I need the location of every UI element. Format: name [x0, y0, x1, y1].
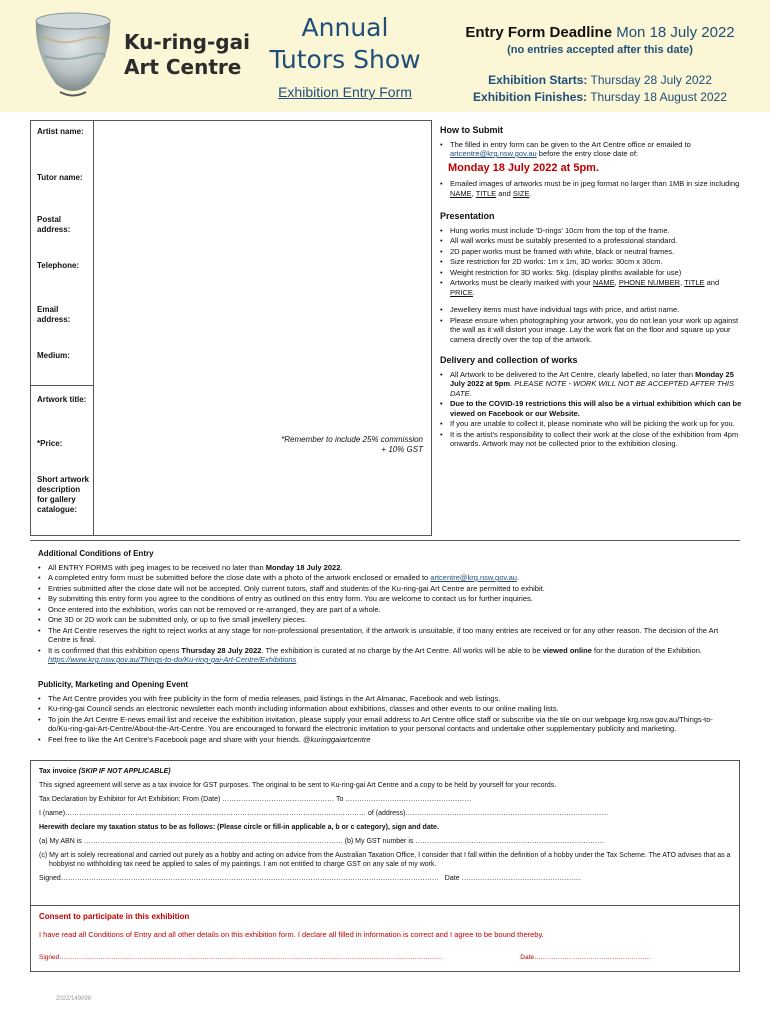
text: . [529, 188, 532, 198]
list-item: • Entries submitted after the close date will not be accepted. Only current tutors, staff and students of the Ku-ring-gai Art Centre are permitted to exhibit. [38, 584, 732, 594]
text: Feel free to like the Art Centre's Facebook page and share with your friends. [48, 734, 303, 744]
text: for the duration of the Exhibition. [591, 645, 702, 655]
organisation-name-line2: Art Centre [124, 55, 242, 79]
description-input[interactable] [93, 465, 431, 535]
list-item: • Weight restriction for 3D works: 5kg. (display plinths available for use) [440, 268, 745, 278]
artwork-title-label: Artwork title: [37, 395, 87, 404]
email-link[interactable]: artcentre@krg.nsw.gov.au [450, 149, 537, 158]
finishes-label: Exhibition Finishes: [473, 90, 588, 104]
text: A completed entry form must be submitted before the close date with a photo of the artwork enclosed or emailed to [48, 573, 431, 582]
text: Emailed images of artworks must be in jpeg format no larger than 1MB in size including [450, 179, 740, 188]
tax-declaration-dates[interactable]: Tax Declaration by Exhibitor for Art Exhibition: From (Date) ………………………………………… To ……………………………………………… [39, 796, 472, 803]
medium-input[interactable] [93, 343, 431, 385]
deadline-heading [440, 24, 760, 41]
text: It is confirmed that this exhibition opens [48, 645, 182, 655]
exhibitions-link[interactable]: https://www.krg.nsw.gov.au/Things-to-do/Ku-ring-gai-Art-Centre/Exhibitions [48, 655, 297, 664]
delivery-list [440, 370, 745, 449]
list-item: • By submitting this entry form you agree to the conditions of entry as outlined on this entry form. You are welcome to contact us for further inquiries. [38, 594, 732, 604]
postal-address-input[interactable] [93, 209, 431, 253]
list-item: • 2D paper works must be framed with white, black or neutral frames. [440, 247, 745, 257]
list-item: • If you are unable to collect it, please nominate who will be picking the work up for you. [440, 419, 745, 429]
email-address-input[interactable] [93, 297, 431, 343]
tax-name-address[interactable]: I (name)………………………………………………………………………………………………………………… of (address)…………………………………………………………………………… [39, 810, 609, 817]
tutor-name-input[interactable] [93, 167, 431, 209]
text: Tax invoice [39, 768, 79, 775]
no-entries-note: (no entries accepted after this date) [507, 44, 693, 56]
text: All ENTRY FORMS with jpeg images to be received no later than [48, 562, 266, 572]
commission-note-line1: *Remember to include 25% commission [281, 435, 423, 444]
text: Monday 25 July 2022 at 5pm [450, 369, 734, 388]
text: Artworks must be clearly marked with your [450, 278, 593, 287]
list-item: • To join the Art Centre E-news email list and receive the exhibition invitation, please supply your email address to Art Centre office staff or subscribe via the tile on our webpage krg.nsw.gov.au/Things-to-do/Ku-ring-gai-Art-Centre/About-the-Art-Centre. You are encouraged to forward the electronic invitation to your personal contacts and undertake other supplementary publicity and marketing. [38, 715, 732, 734]
organisation-name [124, 30, 254, 80]
text: Monday 18 July 2022 [265, 562, 341, 572]
list-item: • Size restriction for 2D works: 1m x 1m, 3D works: 30cm x 30cm. [440, 257, 745, 267]
text: All Artwork to be delivered to the Art Centre, clearly labelled, no later than [450, 369, 696, 379]
starts-label: Exhibition Starts: [488, 73, 588, 87]
tax-signed-field[interactable]: Signed……………………………………………………………………………………………………………………………………………… [39, 875, 439, 882]
tax-signature-row [39, 874, 731, 883]
text: . [340, 562, 343, 572]
consent-title: Consent to participate in this exhibition [39, 912, 190, 921]
list-item: • It is the artist's responsibility to collect their work at the close of the exhibition from 4pm onwards. Artwork may not be collected prior to the exhibition closing. [440, 430, 745, 449]
text: (SKIP IF NOT APPLICABLE) [78, 768, 171, 775]
publicity-list [38, 694, 732, 745]
text: . [510, 379, 515, 388]
text: The filled in entry form can be given to the Art Centre office or emailed to [450, 139, 691, 149]
conditions-section [30, 540, 740, 672]
show-title-line1: Annual [301, 13, 389, 42]
presentation-extra-list [440, 305, 745, 344]
consent-signed-field[interactable]: Signed…………………………………………………………………………………………………………………………………………………………… [39, 954, 443, 961]
artwork-title-field [31, 385, 431, 429]
text: PRICE [450, 287, 473, 297]
consent-signature-row [39, 953, 731, 963]
consent-section [30, 906, 740, 972]
exhibition-finishes [440, 90, 760, 104]
list-item: • The Art Centre provides you with free publicity in the form of media releases, paid listings in the Art Almanac, Facebook and web listings. [38, 694, 732, 704]
list-item: • The Art Centre reserves the right to reject works at any stage for non-professional presentation, if the artwork is unsuitable, if too many entries are received or for any other reason. The decision of the Art Centre is final. [38, 626, 732, 645]
postal-address-label: Postal address: [37, 215, 71, 234]
list-item: • Please ensure when photographing your artwork, you do not lean your work up against the wall as it will distort your image. Lay the work flat on the floor and square up your camera directly over the top of the artwork. [440, 316, 745, 345]
telephone-label: Telephone: [37, 261, 80, 270]
organisation-name-line1: Ku-ring-gai [124, 30, 250, 54]
list-item [440, 140, 745, 159]
list-item [38, 573, 732, 583]
show-title [255, 12, 435, 76]
email-address-label: Email address: [37, 305, 71, 324]
text: PHONE NUMBER [618, 278, 681, 287]
how-to-submit-title: How to Submit [440, 125, 503, 135]
list-item [440, 179, 745, 198]
email-link[interactable]: artcentre@krg.nsw.gov.au [430, 573, 517, 582]
email-address-field [31, 297, 431, 343]
text: , [471, 188, 476, 198]
consent-text: I have read all Conditions of Entry and all other details on this exhibition form. I declare all filled in information is correct and I agree to be bound thereby. [39, 929, 544, 939]
conditions-title: Additional Conditions of Entry [38, 549, 154, 558]
artist-name-label: Artist name: [37, 127, 84, 136]
text: , [614, 278, 619, 287]
finishes-date: Thursday 18 August 2022 [590, 90, 727, 104]
text: Thursday 28 July 2022 [181, 645, 262, 655]
image-requirements-list [440, 179, 745, 198]
publicity-section [30, 674, 740, 758]
text: and [496, 188, 513, 198]
list-item: • Once entered into the exhibition, works can not be removed or re-arranged, they are part of a whole. [38, 605, 732, 615]
document-id: 2022/149096 [56, 996, 92, 1002]
exhibition-starts [440, 73, 760, 87]
text: and [704, 278, 720, 287]
list-item [38, 563, 732, 573]
text: before the entry close date of: [536, 149, 638, 158]
show-title-line2: Tutors Show [269, 45, 421, 74]
text: , [680, 278, 685, 287]
presentation-list [440, 226, 745, 298]
tax-hobby-option[interactable]: (c) My art is solely recreational and carried out purely as a hobby and acting on advice from the Australian Taxation Office, I consider that I fall within the definition of a hobby under the Tax Scheme. The ATO advises that as a hobbyist no withholding tax need be applied to sales of my paintings. I am not entitled to charge GST on any sale of my work. [39, 852, 731, 868]
list-item [38, 735, 732, 745]
how-to-submit-list [440, 140, 745, 159]
text: viewed online [542, 645, 592, 655]
postal-address-field [31, 209, 431, 253]
artist-name-input[interactable] [93, 121, 431, 167]
entry-form-fields [30, 120, 432, 536]
tax-title [39, 767, 731, 776]
list-item [38, 646, 732, 665]
text: PLEASE NOTE - WORK WILL NOT BE ACCEPTED AFTER THIS DATE. [450, 379, 734, 398]
list-item [440, 278, 745, 297]
text: . [516, 573, 520, 582]
artwork-title-input[interactable] [93, 385, 431, 429]
delivery-title: Delivery and collection of works [440, 355, 578, 365]
medium-field [31, 343, 431, 385]
tax-herewith: Herewith declare my taxation status to be as follows: (Please circle or fill-in applicable a, b or c category), sign and date. [39, 824, 439, 831]
telephone-input[interactable] [93, 253, 431, 297]
facebook-handle: @kuringgaiartcentre [302, 734, 371, 744]
list-item: • Hung works must include 'D-rings' 10cm from the top of the frame. [440, 226, 745, 236]
deadline-date: Mon 18 July 2022 [616, 24, 735, 41]
starts-date: Thursday 28 July 2022 [590, 73, 712, 87]
artist-name-field [31, 121, 431, 167]
commission-note [233, 435, 423, 455]
consent-date-field[interactable]: Date……………………………………………… [520, 954, 651, 961]
text: TITLE [684, 278, 705, 287]
submission-deadline: Monday 18 July 2022 at 5pm. [448, 161, 600, 174]
list-item [440, 370, 745, 399]
list-item: • One 3D or 2D work can be submitted only, or up to five small jewellery pieces. [38, 615, 732, 625]
medium-label: Medium: [37, 351, 70, 360]
list-item: • Due to the COVID-19 restrictions this will also be a virtual exhibition which can be viewed on Facebook or our Website. [440, 399, 745, 418]
header-banner [0, 0, 770, 112]
deadline-label: Entry Form Deadline [465, 24, 613, 41]
conditions-list [38, 563, 732, 665]
price-field [31, 429, 431, 465]
text: . The exhibition is curated at no charge by the Art Centre. All works will be able to be [261, 645, 543, 655]
text: . [472, 287, 476, 297]
instructions-column [440, 120, 745, 450]
price-label: *Price: [37, 439, 63, 448]
text: NAME [450, 188, 472, 198]
commission-note-line2: + 10% GST [381, 445, 423, 454]
tax-invoice-section [30, 760, 740, 906]
list-item: • Ku-ring-gai Council sends an electronic newsletter each month including information about exhibitions, classes and other events to our online mailing lists. [38, 704, 732, 714]
text: NAME [592, 278, 615, 287]
publicity-title: Publicity, Marketing and Opening Event [38, 680, 189, 689]
list-item: • Jewellery items must have individual tags with price, and artist name. [440, 305, 745, 315]
tax-abn-gst[interactable]: (a) My ABN is ………………………………………………………………………………………………… (b) My GST number is ……………………………………………………………………… [39, 838, 605, 845]
description-field [31, 465, 431, 535]
list-item: • All wall works must be suitably presented to a professional standard. [440, 236, 745, 246]
telephone-field [31, 253, 431, 297]
ceramic-bowl-logo [30, 6, 116, 102]
tax-date-field[interactable]: Date …………………………………………… [444, 875, 581, 882]
tutor-name-label: Tutor name: [37, 173, 83, 182]
text: SIZE [512, 188, 530, 198]
tutor-name-field [31, 167, 431, 209]
presentation-title: Presentation [440, 211, 495, 221]
tax-intro: This signed agreement will serve as a tax invoice for GST purposes. The original to be sent to Ku-ring-gai Art Centre and a copy to be held by yourself for your records. [39, 782, 557, 789]
entry-form-heading: Exhibition Entry Form [278, 84, 412, 100]
text: TITLE [475, 188, 497, 198]
description-label: Short artwork description for gallery catalogue: [37, 475, 90, 514]
